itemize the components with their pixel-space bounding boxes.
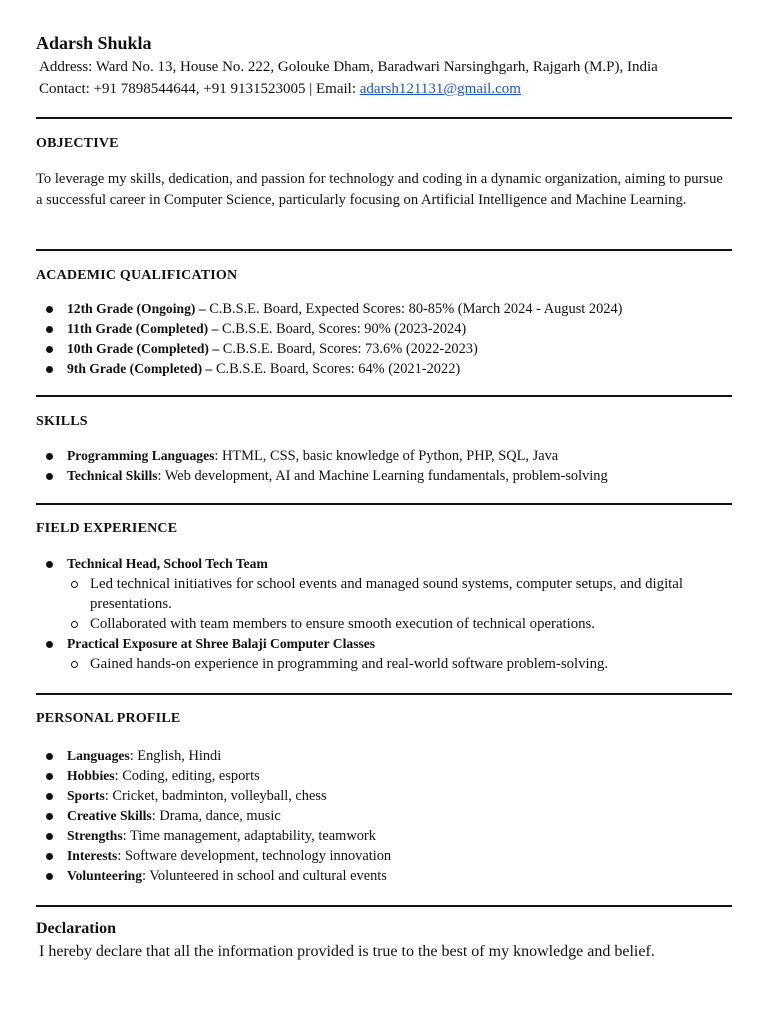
section-divider <box>36 395 732 397</box>
list-item <box>36 826 732 846</box>
list-item <box>36 339 732 359</box>
item-value: : Drama, dance, music <box>151 808 281 824</box>
item-value: C.B.S.E. Board, Scores: 73.6% (2022-2023) <box>219 341 478 357</box>
item-label: Practical Exposure at Shree Balaji Computer Classes <box>67 636 376 651</box>
list-item <box>36 866 732 886</box>
sub-item-text: Led technical initiatives for school events and managed sound systems, computer setups, and digital presentations. <box>90 576 683 612</box>
list-item <box>36 746 732 766</box>
bullet-icon <box>46 853 53 860</box>
sub-list-item <box>67 574 732 614</box>
bullet-icon <box>46 326 53 333</box>
list-item <box>36 466 732 486</box>
bullet-icon <box>46 833 53 840</box>
item-value: : Volunteered in school and cultural events <box>142 868 387 884</box>
item-value: : English, Hindi <box>129 748 222 764</box>
bullet-icon <box>46 366 53 373</box>
item-label: Languages <box>67 748 130 763</box>
item-value: : HTML, CSS, basic knowledge of Python, PHP, SQL, Java <box>214 448 559 464</box>
item-value: C.B.S.E. Board, Scores: 90% (2023-2024) <box>218 321 467 337</box>
section-divider <box>36 905 732 907</box>
bullet-icon <box>46 793 53 800</box>
sub-list <box>67 654 732 674</box>
bullet-icon <box>46 346 53 353</box>
item-label: Programming Languages <box>67 448 215 463</box>
declaration-heading: Declaration <box>36 920 116 937</box>
item-label: Volunteering <box>67 868 143 883</box>
address-line: Address: Ward No. 13, House No. 222, Golouke Dham, Baradwari Narsinghgarh, Rajgarh (M.P), India <box>39 59 658 75</box>
list-item <box>36 554 732 634</box>
sub-list <box>67 574 732 634</box>
item-label: Creative Skills <box>67 808 152 823</box>
bullet-icon <box>46 453 53 460</box>
skills-heading: SKILLS <box>36 414 88 429</box>
item-label: 12th Grade (Ongoing) – <box>67 301 206 316</box>
academic-list <box>36 299 732 379</box>
item-label: 11th Grade (Completed) – <box>67 321 219 336</box>
item-label: Technical Skills <box>67 468 158 483</box>
item-label: 10th Grade (Completed) – <box>67 341 220 356</box>
objective-text: To leverage my skills, dedication, and passion for technology and coding in a dynamic organization, aiming to pursue a successful career in Computer Science, particularly focusing on Artificial Intelligence and Machine Learning. <box>36 171 723 208</box>
sub-item-text: Gained hands-on experience in programming and real-world software problem-solving. <box>90 656 609 672</box>
contact-line <box>39 81 521 98</box>
bullet-icon <box>46 473 53 480</box>
list-item <box>36 446 732 466</box>
candidate-name: Adarsh Shukla <box>36 33 152 53</box>
bullet-icon <box>46 813 53 820</box>
section-divider <box>36 117 732 119</box>
contact-text: Contact: +91 7898544644, +91 9131523005 | Email: <box>39 81 360 97</box>
circle-bullet-icon <box>71 621 78 628</box>
item-value: : Web development, AI and Machine Learning fundamentals, problem-solving <box>157 468 608 484</box>
experience-heading: FIELD EXPERIENCE <box>36 521 178 536</box>
profile-list <box>36 746 732 886</box>
item-label: Hobbies <box>67 768 115 783</box>
bullet-icon <box>46 306 53 313</box>
sub-list-item <box>67 654 732 674</box>
objective-heading: OBJECTIVE <box>36 136 119 151</box>
list-item <box>36 786 732 806</box>
declaration-text: I hereby declare that all the information provided is true to the best of my knowledge and belief. <box>39 943 655 960</box>
section-divider <box>36 503 732 505</box>
section-divider <box>36 249 732 251</box>
item-value: C.B.S.E. Board, Expected Scores: 80-85% (March 2024 - August 2024) <box>205 301 623 317</box>
bullet-icon <box>46 561 53 568</box>
bullet-icon <box>46 873 53 880</box>
item-label: Interests <box>67 848 118 863</box>
skills-list <box>36 446 732 486</box>
experience-list <box>36 554 732 674</box>
academic-heading: ACADEMIC QUALIFICATION <box>36 268 238 283</box>
list-item <box>36 846 732 866</box>
sub-list-item <box>67 614 732 634</box>
item-value: : Time management, adaptability, teamwork <box>122 828 376 844</box>
email-link[interactable]: adarsh121131@gmail.com <box>359 81 521 97</box>
sub-item-text: Collaborated with team members to ensure smooth execution of technical operations. <box>90 616 596 632</box>
item-value: : Cricket, badminton, volleyball, chess <box>104 788 327 804</box>
list-item <box>36 299 732 319</box>
item-label: Sports <box>67 788 105 803</box>
item-label: Strengths <box>67 828 123 843</box>
list-item <box>36 766 732 786</box>
item-value: : Coding, editing, esports <box>114 768 260 784</box>
bullet-icon <box>46 773 53 780</box>
list-item <box>36 359 732 379</box>
item-label: Technical Head, School Tech Team <box>67 556 268 571</box>
circle-bullet-icon <box>71 661 78 668</box>
bullet-icon <box>46 641 53 648</box>
profile-heading: PERSONAL PROFILE <box>36 711 181 726</box>
list-item <box>36 319 732 339</box>
item-value: : Software development, technology innovation <box>117 848 392 864</box>
section-divider <box>36 693 732 695</box>
item-value: C.B.S.E. Board, Scores: 64% (2021-2022) <box>212 361 461 377</box>
list-item <box>36 634 732 674</box>
bullet-icon <box>46 753 53 760</box>
item-label: 9th Grade (Completed) – <box>67 361 213 376</box>
list-item <box>36 806 732 826</box>
circle-bullet-icon <box>71 581 78 588</box>
